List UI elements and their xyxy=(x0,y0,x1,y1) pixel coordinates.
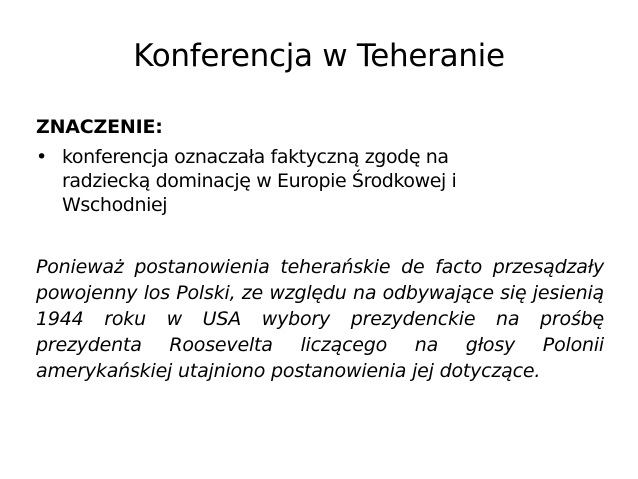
bullet-list xyxy=(36,145,596,217)
body-paragraph: Ponieważ postanowienia teherańskie de facto przesądzały powojenny los Polski, ze względu na odbywające się jesienią 1944 roku w USA wybory prezydenckie na prośbę prezydenta Roosevelta liczącego na głosy Polonii amerykańskiej utajniono postanowienia jej dotyczące. xyxy=(36,256,604,382)
slide-title: Konferencja w Teheranie xyxy=(133,38,505,74)
bullet-item xyxy=(36,145,596,217)
bullet-marker: • xyxy=(36,146,47,168)
bullet-text: konferencja oznaczała faktyczną zgodę na radziecką dominację w Europie Środkowej i Wschodniej xyxy=(62,146,457,216)
section-heading: ZNACZENIE: xyxy=(36,116,163,138)
